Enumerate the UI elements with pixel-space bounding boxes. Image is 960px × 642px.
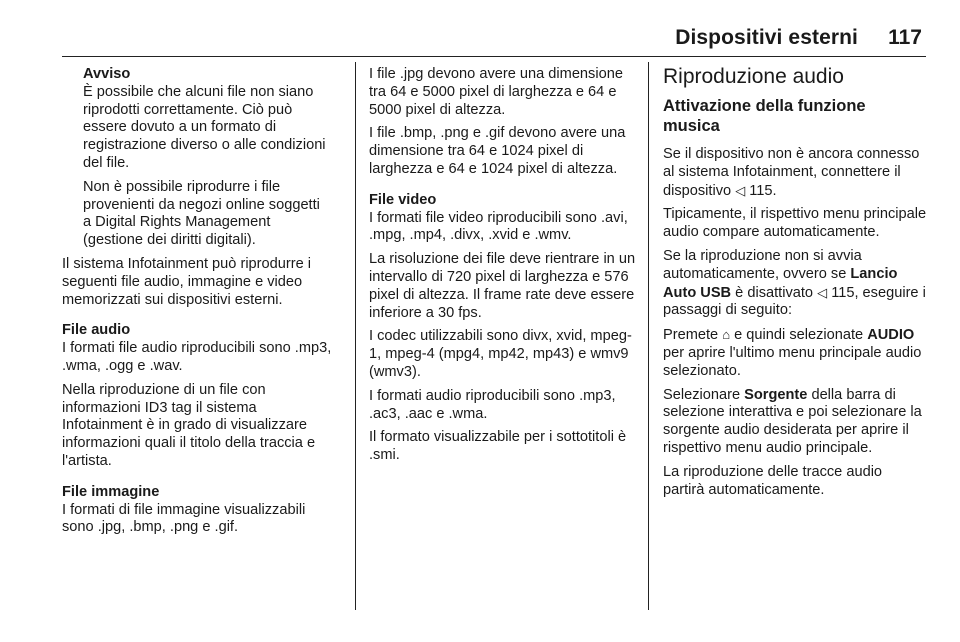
column-1 [62,66,332,543]
text: 115, eseguire i passaggi di seguito: [663,284,926,319]
page-ref-arrow-icon: ◁ [735,182,746,198]
note-paragraph: Non è possibile riprodurre i file provenienti da negozi online soggetti a Digital Rights Management (gestione dei diritti digitali). [83,178,320,249]
column-divider-2 [648,62,649,610]
column-divider-1 [355,62,356,610]
image-heading: File immagine [62,483,160,500]
paragraph: Il formato visualizzabile per i sottotitoli è .smi. [369,429,627,464]
paragraph: La risoluzione dei file deve rientrare in un intervallo di 720 pixel di larghezza e 576 pixel di altezza. Il frame rate deve essere inferiore a 30 fps. [369,251,636,321]
header-divider [62,56,926,57]
paragraph: I file .bmp, .png e .gif devono avere una dimensione tra 64 e 1024 pixel di larghezza e 64 e 1024 pixel di altezza. [369,125,626,177]
note-paragraph: È possibile che alcuni file non siano riprodotti correttamente. Ciò può essere dovuto a un formato di registrazione diverso o alle condizioni del file. [83,83,326,171]
text: della barra di selezione interattiva e poi selezionare la sorgente audio desiderata per aprire il rispettivo menu audio principale. [663,386,922,456]
page-ref: 115. [749,182,777,199]
paragraph: I formati di file immagine visualizzabili sono .jpg, .bmp, .png e .gif. [62,501,306,536]
paragraph: I file .jpg devono avere una dimensione tra 64 e 5000 pixel di larghezza e 64 e 5000 pixel di altezza. [369,66,623,118]
subsection-title: Attivazione della funzione musica [663,97,866,135]
audio-heading: File audio [62,322,131,339]
text: Selezionare [663,386,741,403]
section-title: Riproduzione audio [663,65,844,88]
header-title: Dispositivi esterni [675,26,858,49]
page-ref-arrow-icon: ◁ [817,284,828,300]
paragraph [663,387,927,458]
text: è disattivato [735,284,814,301]
paragraph: I formati audio riproducibili sono .mp3, .ac3, .aac e .wma. [369,387,616,422]
paragraph [663,326,927,380]
column-2 [369,66,639,471]
note-box [62,66,332,250]
text: e quindi selezionate [734,327,864,344]
paragraph: I codec utilizzabili sono divx, xvid, mpeg-1, mpeg-4 (mpg4, mp42, mp43) e wmv9 (wmv3). [369,328,632,380]
paragraph [663,146,927,200]
text: Se il dispositivo non è ancora connesso al sistema Infotainment, connettere il dispositivo [663,146,920,199]
paragraph: Nella riproduzione di un file con informazioni ID3 tag il sistema Infotainment è in grado di visualizzare informazioni quali il titolo della traccia e l'artista. [62,381,316,469]
page-header [0,26,960,56]
text: Premete [663,327,719,344]
paragraph [663,248,927,320]
note-heading: Avviso [83,66,131,82]
menu-name: Sorgente [744,386,808,403]
column-3 [663,66,927,505]
video-heading: File video [369,191,437,208]
menu-name: AUDIO [867,327,915,344]
setting-name: Lancio Auto USB [663,265,898,301]
paragraph: Il sistema Infotainment può riprodurre i seguenti file audio, immagine e video memorizzati sui dispositivi esterni. [62,255,312,308]
home-icon: ⌂ [722,327,731,343]
text: per aprire l'ultimo menu principale audio selezionato. [663,344,922,379]
paragraph: Tipicamente, il rispettivo menu principale audio compare automaticamente. [663,206,927,241]
paragraph: I formati file audio riproducibili sono .mp3, .wma, .ogg e .wav. [62,340,332,374]
page-number: 117 [888,26,922,49]
paragraph: La riproduzione delle tracce audio partirà automaticamente. [663,463,883,498]
paragraph: I formati file video riproducibili sono .avi, .mpg, .mp4, .divx, .xvid e .wmv. [369,209,628,244]
text: Se la riproduzione non si avvia automaticamente, ovvero se [663,247,862,282]
